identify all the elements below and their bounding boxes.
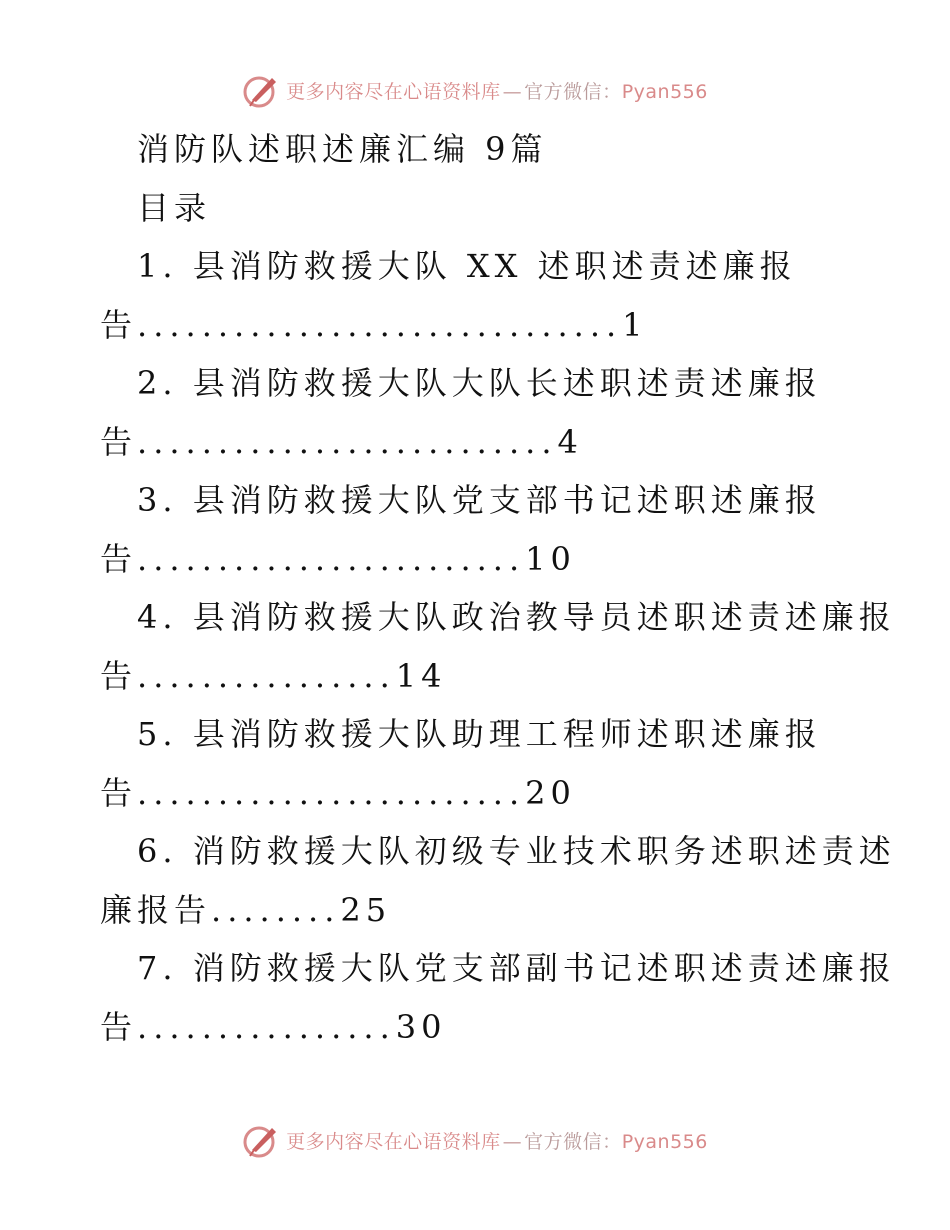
toc-entry-title: 5. 县消防救援大队助理工程师述职述廉报 — [137, 715, 822, 753]
toc-entry[interactable] — [100, 237, 840, 354]
toc-page-number: 20 — [525, 773, 576, 812]
toc-dots: ................ — [137, 656, 396, 695]
toc-entry[interactable] — [100, 588, 896, 705]
toc-entry-title: 3. 县消防救援大队党支部书记述职述廉报 — [137, 481, 822, 519]
toc-entry[interactable] — [100, 354, 840, 471]
toc-entry-leader — [100, 413, 840, 472]
toc-entry-title: 4. 县消防救援大队政治教导员述职述责述廉报 — [137, 598, 896, 636]
toc-entry-tail: 廉报告 — [100, 890, 212, 929]
toc-heading: 目录 — [137, 188, 212, 227]
toc-entry-tail: 告 — [100, 422, 138, 461]
toc-entry-title: 1. 县消防救援大队 XX 述职述责述廉报 — [137, 247, 797, 285]
toc-entry-tail: 告 — [100, 773, 138, 812]
document-title: 消防队述职述廉汇编 9篇 — [137, 130, 548, 168]
toc-page-number: 10 — [525, 539, 576, 578]
toc-entry-leader — [100, 530, 840, 589]
watermark-text — [286, 1127, 708, 1154]
document-body — [100, 120, 896, 1056]
toc-entry-title: 6. 消防救援大队初级专业技术职务述职述责述 — [137, 832, 896, 870]
toc-entry-leader — [100, 296, 840, 355]
toc-entry-title: 7. 消防救援大队党支部副书记述职述责述廉报 — [137, 949, 896, 987]
watermark-separator: — — [502, 80, 523, 103]
toc-dots: ........................ — [137, 773, 526, 812]
toc-page-number: 14 — [395, 656, 447, 695]
watermark-id: Pyan556 — [621, 1130, 708, 1153]
toc-entry-leader — [100, 764, 840, 823]
toc-entry-tail: 告 — [100, 1007, 138, 1046]
toc-page-number: 1 — [622, 305, 648, 344]
toc-entry-tail: 告 — [100, 305, 138, 344]
toc-dots: ........ — [211, 890, 341, 929]
toc-list — [100, 237, 896, 1056]
toc-page-number: 30 — [395, 1007, 447, 1046]
quill-logo-icon — [242, 1120, 282, 1160]
watermark-main: 更多内容尽在心语资料库 — [286, 1130, 501, 1153]
watermark-id: Pyan556 — [621, 80, 708, 103]
toc-page-number: 4 — [557, 422, 583, 461]
header-watermark — [0, 68, 950, 112]
toc-entry-title: 2. 县消防救援大队大队长述职述责述廉报 — [137, 364, 822, 402]
toc-entry-tail: 告 — [100, 656, 138, 695]
toc-dots: ........................ — [137, 539, 526, 578]
watermark-text — [286, 77, 708, 104]
toc-entry-tail: 告 — [100, 539, 138, 578]
toc-dots: .......................... — [137, 422, 558, 461]
toc-dots: ................ — [137, 1007, 396, 1046]
toc-entry[interactable] — [100, 705, 840, 822]
watermark-main: 更多内容尽在心语资料库 — [286, 80, 501, 103]
toc-page-number: 25 — [340, 890, 392, 929]
toc-entry-leader — [100, 998, 840, 1057]
toc-entry[interactable] — [100, 939, 896, 1056]
watermark-sub: 官方微信： — [524, 1130, 622, 1153]
watermark-separator: — — [502, 1130, 523, 1153]
toc-entry-leader — [100, 881, 840, 940]
toc-entry[interactable] — [100, 822, 896, 939]
toc-dots: .............................. — [137, 305, 623, 344]
toc-entry[interactable] — [100, 471, 840, 588]
footer-watermark — [0, 1118, 950, 1162]
quill-logo-icon — [242, 70, 282, 110]
watermark-sub: 官方微信： — [524, 80, 622, 103]
toc-entry-leader — [100, 647, 840, 706]
